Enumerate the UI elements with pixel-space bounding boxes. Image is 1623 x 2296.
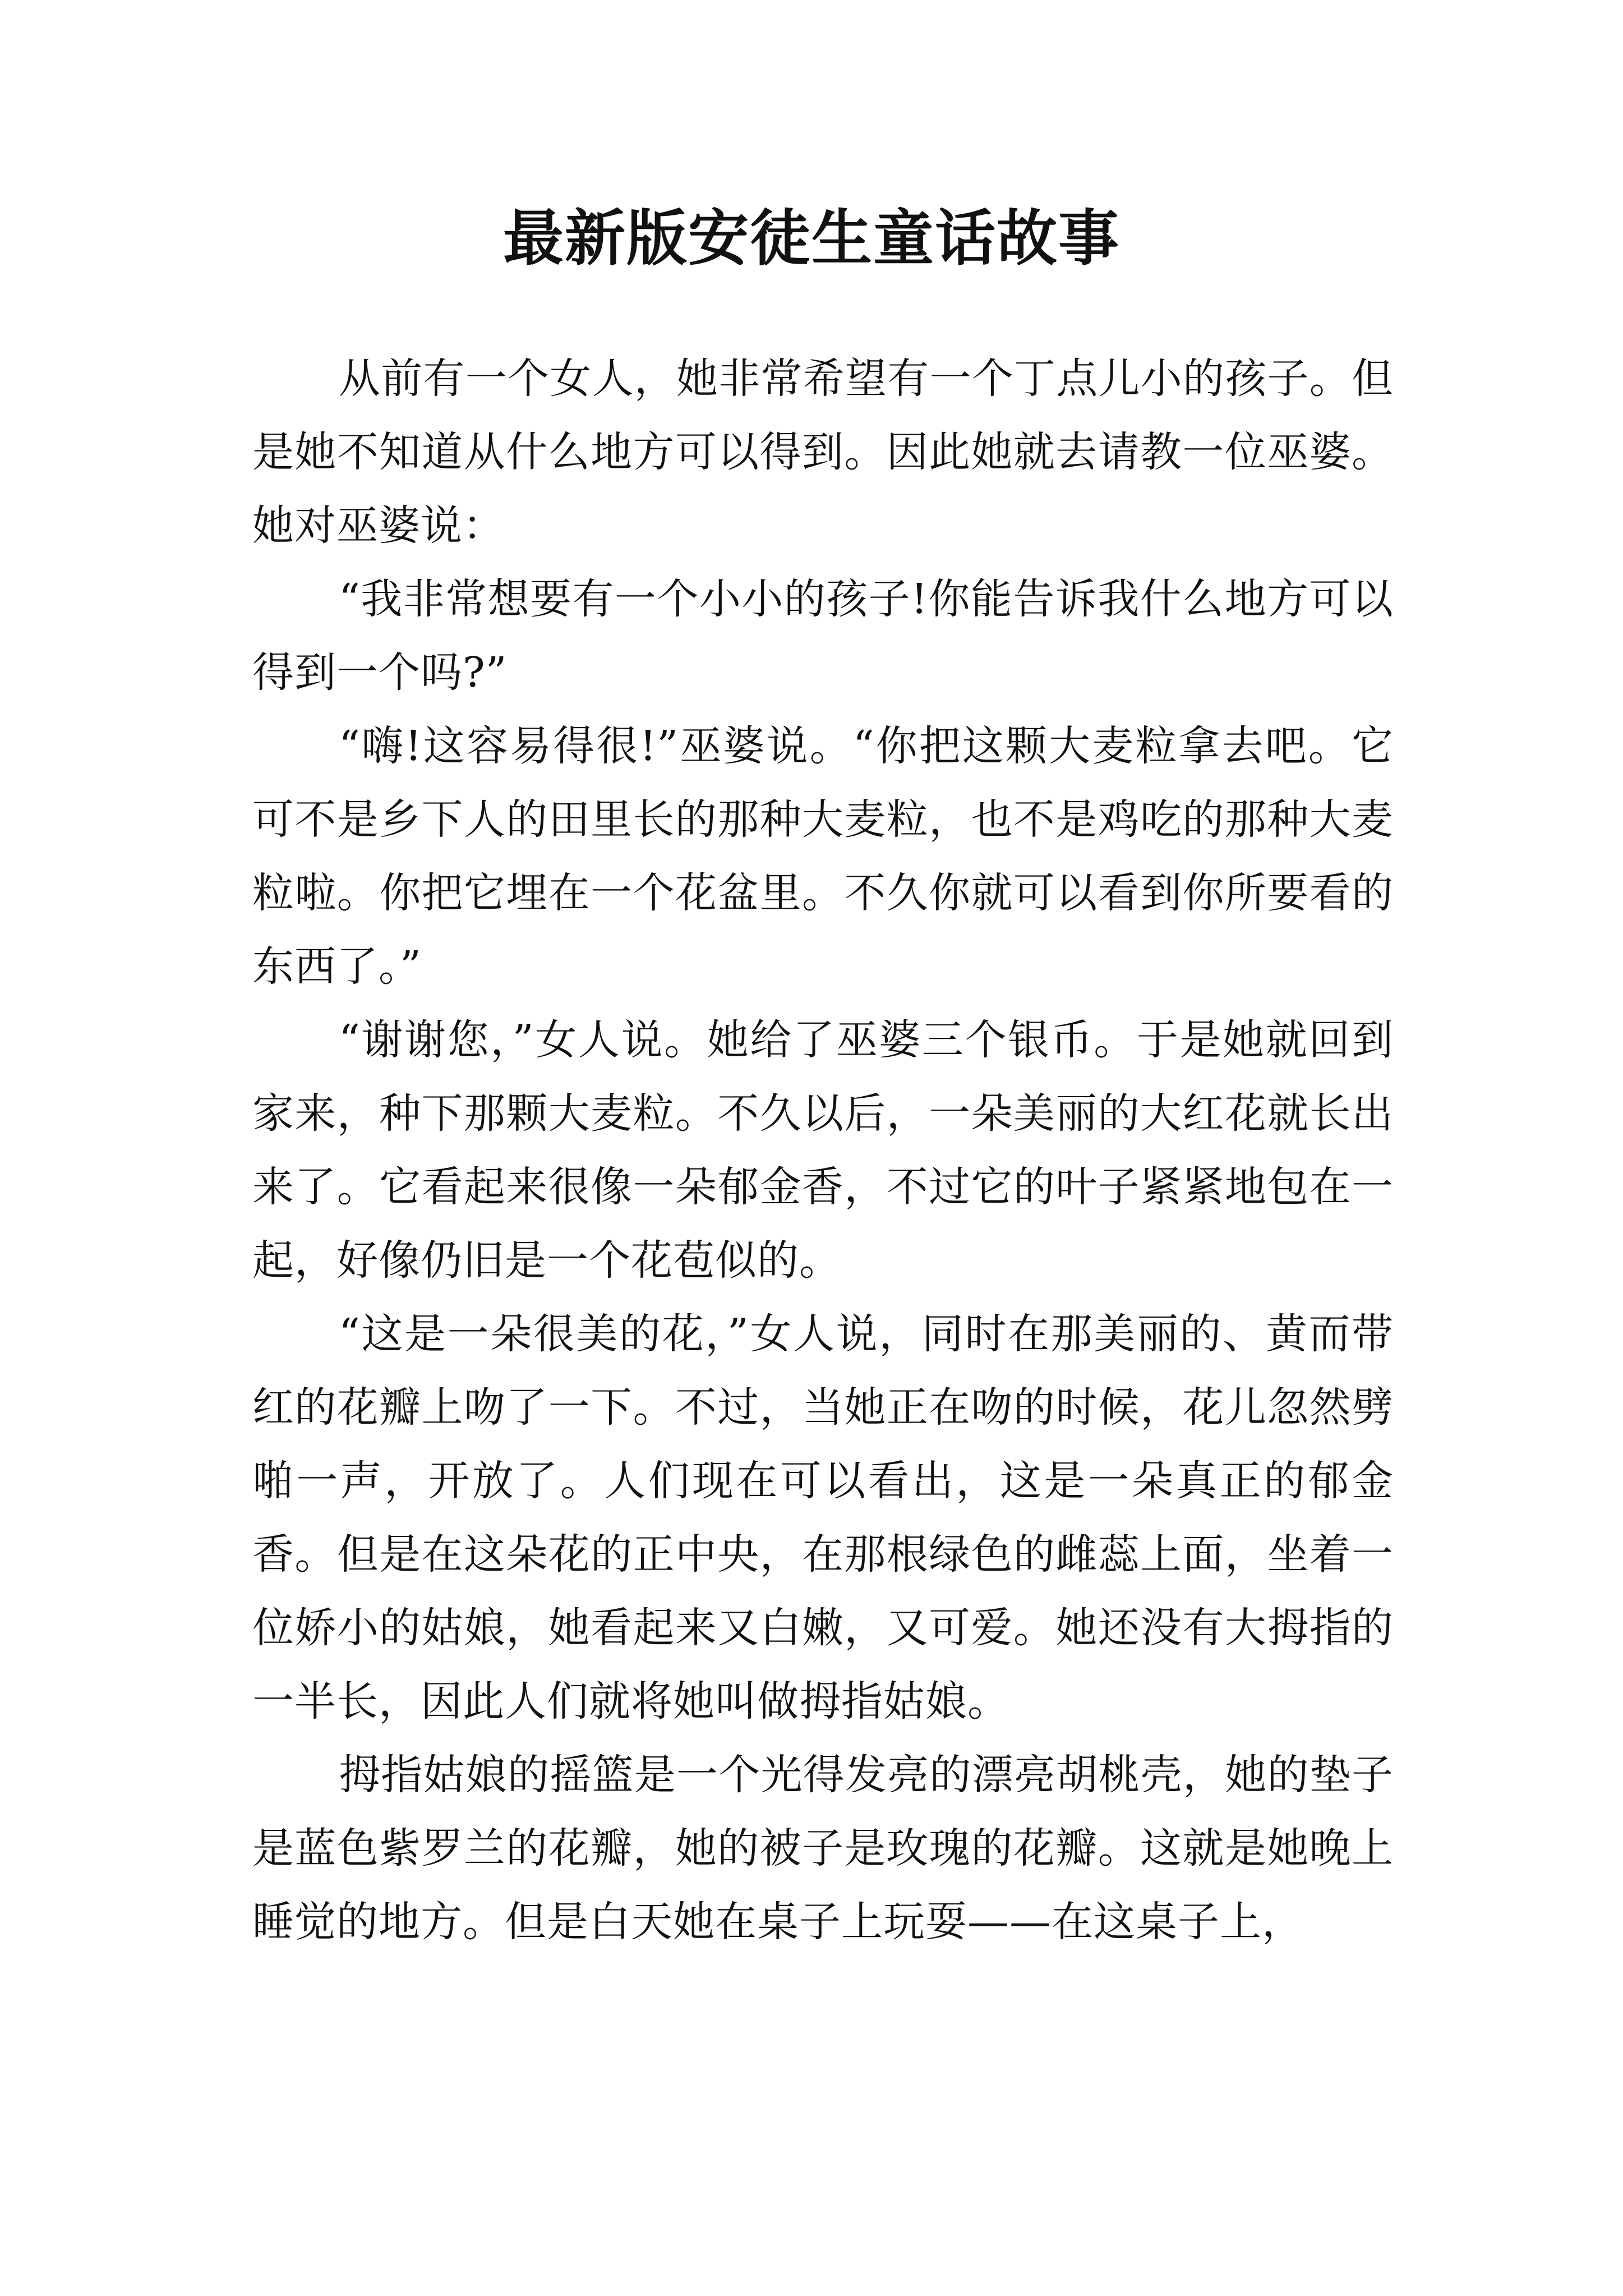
paragraph: “嗨!这容易得很!”巫婆说。“你把这颗大麦粒拿去吧。它可不是乡下人的田里长的那种大麦粒，也不是鸡吃的那种大麦粒啦。你把它埋在一个花盆里。不久你就可以看到你所要看的东西了。” — [252, 722, 1394, 991]
paragraph: 从前有一个女人，她非常希望有一个丁点儿小的孩子。但是她不知道从什么地方可以得到。因此她就去请教一位巫婆。她对巫婆说： — [252, 355, 1394, 550]
paragraph: “这是一朵很美的花，”女人说，同时在那美丽的、黄而带红的花瓣上吻了一下。不过，当她正在吻的时候，花儿忽然劈啪一声，开放了。人们现在可以看出，这是一朵真正的郁金香。但是在这朵花的正中央，在那根绿色的雌蕊上面，坐着一位娇小的姑娘，她看起来又白嫩，又可爱。她还没有大拇指的一半长，因此人们就将她叫做拇指姑娘。 — [252, 1310, 1394, 1726]
paragraph: 拇指姑娘的摇篮是一个光得发亮的漂亮胡桃壳，她的垫子是蓝色紫罗兰的花瓣，她的被子是玫瑰的花瓣。这就是她晚上睡觉的地方。但是白天她在桌子上玩耍——在这桌子上， — [252, 1751, 1394, 1946]
document-title: 最新版安徒生童话故事 — [502, 203, 1120, 274]
paragraph: “谢谢您，”女人说。她给了巫婆三个银币。于是她就回到家来，种下那颗大麦粒。不久以后，一朵美丽的大红花就长出来了。它看起来很像一朵郁金香，不过它的叶子紧紧地包在一起，好像仍旧是一个花苞似的。 — [252, 1016, 1394, 1285]
document-body — [252, 342, 1394, 1959]
paragraph: “我非常想要有一个小小的孩子!你能告诉我什么地方可以得到一个吗?” — [252, 575, 1394, 697]
